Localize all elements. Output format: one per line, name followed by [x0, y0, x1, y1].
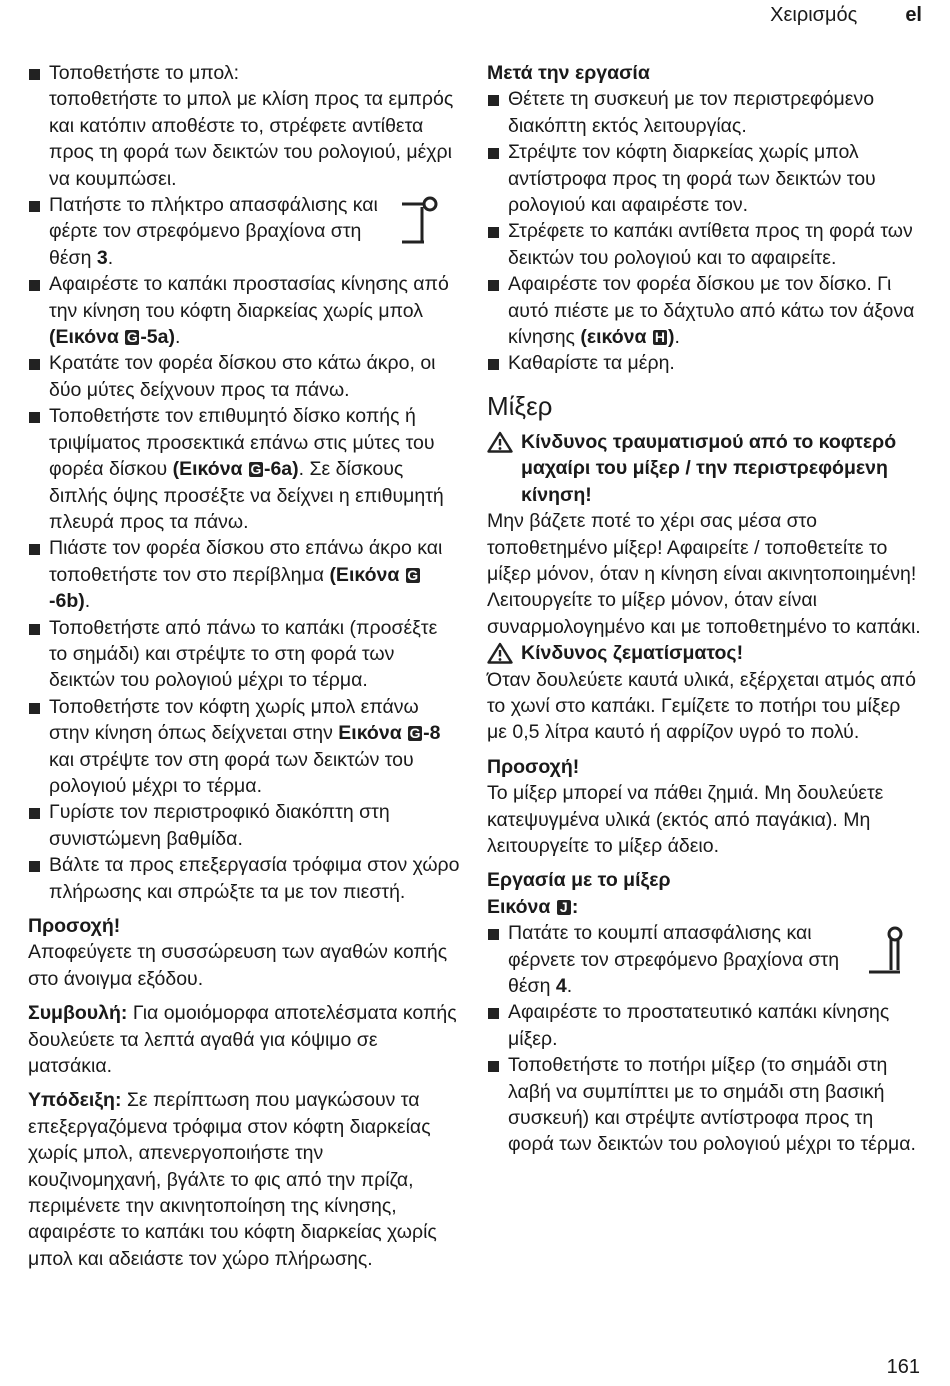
list-item: Θέτετε τη συσκευή με τον περιστρεφόμενο διακόπτη εκτός λειτουργίας.: [487, 86, 923, 139]
list-item: Τοποθετήστε το μπολ: τοποθετήστε το μπολ με κλίση προς τα εμπρός και κατόπιν αποθέστε το, στρέφετε αντίθετα προς τη φορά των δεικτών του ρολογιού, μέχρι να κουμπώσει.: [28, 60, 460, 192]
list-item: Αφαιρέστε το καπάκι προστασίας κίνησης από την κίνηση του κόφτη διαρκείας χωρίς μπολ (Εικόνα G -5a).: [28, 271, 460, 350]
injury-warning-text: Μην βάζετε ποτέ το χέρι σας μέσα στο τοποθετημένο μίξερ! Αφαιρείτε / τοποθετείτε το μίξερ μόνον, όταν η κίνηση είναι ακινητοποιημένη! Λειτουργείτε το μίξερ μόνον, όταν είναι συναρμολογημένο και με τοποθετημένο το καπάκι.: [487, 510, 921, 638]
list-item: Στρέφετε το καπάκι αντίθετα προς τη φορά των δεικτών του ρολογιού και το αφαιρείτε.: [487, 218, 923, 271]
figure-g-label: G: [409, 725, 421, 742]
warning-triangle-icon: [487, 642, 513, 664]
right-column: [487, 60, 923, 1158]
page-number: 161: [886, 1355, 920, 1378]
working-with-mixer-heading: Εργασία με το μίξερ: [487, 869, 671, 892]
figure-g-label: G: [250, 461, 262, 478]
language-code: el: [905, 4, 922, 26]
figure-j-label: J: [557, 900, 571, 915]
figure-h-label: H: [654, 329, 665, 346]
running-header: [770, 2, 922, 28]
caution-heading: Προσοχή!: [487, 755, 580, 778]
list-item: Αφαιρέστε τον φορέα δίσκου με τον δίσκο. Γι αυτό πιέστε με το δάχτυλο από κάτω τον άξονα κίνησης (εικόνα H ).: [487, 271, 923, 350]
figure-j-reference: Εικόνα J :: [487, 895, 579, 918]
after-work-list: [487, 86, 923, 376]
list-item: Καθαρίστε τα μέρη.: [487, 350, 923, 376]
after-work-heading: Μετά την εργασία: [487, 62, 650, 84]
list-item: Κρατάτε τον φορέα δίσκου στο κάτω άκρο, οι δύο μύτες δείχνουν προς τα πάνω.: [28, 350, 460, 403]
list-item: Πιάστε τον φορέα δίσκου στο επάνω άκρο και τοποθετήστε τον στο περίβλημα (Εικόνα G-6b).: [28, 535, 460, 614]
caution-heading: Προσοχή!: [28, 915, 121, 937]
list-item: Τοποθετήστε τον κόφτη χωρίς μπολ επάνω στην κίνηση όπως δείχνεται στην Εικόνα G -8 και στρέψτε τον στη φορά των δεικτών του ρολογιού μέχρι το τέρμα.: [28, 694, 460, 800]
caution-text: Το μίξερ μπορεί να πάθει ζημιά. Μη δουλεύετε κατεψυγμένα υλικά (εκτός από παγάκια). Μη λειτουργείτε το μίξερ άδειο.: [487, 782, 884, 857]
figure-g-label: G: [126, 329, 138, 346]
list-item: Τοποθετήστε το ποτήρι μίξερ (το σημάδι στη λαβή να συμπίπτει με το σημάδι στη βασική συσκευή) και στρέψτε αντίστροφα προς τη φορά των δεικτών του ρολογιού μέχρι το τέρμα.: [487, 1052, 923, 1158]
list-item: Τοποθετήστε τον επιθυμητό δίσκο κοπής ή τριψίματος προσεκτικά επάνω στις μύτες του φορέα δίσκου (Εικόνα G -6a). Σε δίσκους διπλής όψης προσέξτε να δείχνει η επιθυμητή πλευρά προς τα πάνω.: [28, 403, 460, 535]
list-item: Γυρίστε τον περιστροφικό διακόπτη στη συνιστώμενη βαθμίδα.: [28, 799, 460, 852]
list-item: Βάλτε τα προς επεξεργασία τρόφιμα στον χώρο πλήρωσης και σπρώξτε τα με τον πιεστή.: [28, 852, 460, 905]
mixer-section-title: Μίξερ: [487, 390, 553, 421]
warning-triangle-icon: [487, 431, 513, 453]
figure-g-label: G: [407, 566, 419, 583]
left-instruction-list: [28, 60, 460, 905]
scald-warning-text: Όταν δουλεύετε καυτά υλικά, εξέρχεται ατμός από το χωνί στο καπάκι. Γεμίζετε το ποτήρι του μίξερ με 0,5 λίτρα καυτό ή αφρίζον υγρό το πολύ.: [487, 668, 916, 744]
scald-warning-heading: Κίνδυνος ζεματίσματος!: [487, 640, 923, 666]
tip-paragraph: Συμβουλή: Για ομοιόμορφα αποτελέσματα κοπής δουλεύετε τα λεπτά αγαθά για κόψιμο σε ματσάκια.: [28, 1002, 457, 1078]
mixer-instruction-list: [487, 920, 923, 1158]
caution-text: Αποφεύγετε τη συσσώρευση των αγαθών κοπής στο άνοιγμα εξόδου.: [28, 941, 448, 990]
section-title: Χειρισμός: [770, 4, 858, 26]
swivel-arm-position-4-icon: [865, 926, 909, 980]
list-item: Στρέψτε τον κόφτη διαρκείας χωρίς μπολ αντίστροφα προς τη φορά των δεικτών του ρολογιού και αφαιρέστε τον.: [487, 139, 923, 218]
injury-warning-heading: Κίνδυνος τραυματισμού από το κοφτερό μαχαίρι του μίξερ / την περιστρεφόμενη κίνηση!: [487, 429, 923, 508]
swivel-arm-position-3-icon: [398, 196, 442, 248]
list-item: Αφαιρέστε το προστατευτικό καπάκι κίνησης μίξερ.: [487, 999, 923, 1052]
list-item-lock-position-4: Πατάτε το κουμπί απασφάλισης και φέρνετε τον στρεφόμενο βραχίονα στη θέση 4.: [487, 920, 923, 999]
hint-paragraph: Υπόδειξη: Σε περίπτωση που μαγκώσουν τα επεξεργαζόμενα τρόφιμα στον κόφτη διαρκείας χωρίς μπολ, απενεργοποιήστε την κουζινομηχανή, βγάλτε το φις από την πρίζα, περιμένετε την ακινητοποίηση της κίνησης, αφαιρέστε το καπάκι του κόφτη διαρκείας χωρίς μπολ και αδειάστε τον χώρο πλήρωσης.: [28, 1089, 437, 1270]
left-column: [28, 60, 460, 1272]
list-item-lock-position-3: Πατήστε το πλήκτρο απασφάλισης και φέρτε τον στρεφόμενο βραχίονα στη θέση 3.: [28, 192, 460, 271]
list-item: Τοποθετήστε από πάνω το καπάκι (προσέξτε το σημάδι) και στρέψτε το στη φορά των δεικτών του ρολογιού μέχρι το τέρμα.: [28, 615, 460, 694]
